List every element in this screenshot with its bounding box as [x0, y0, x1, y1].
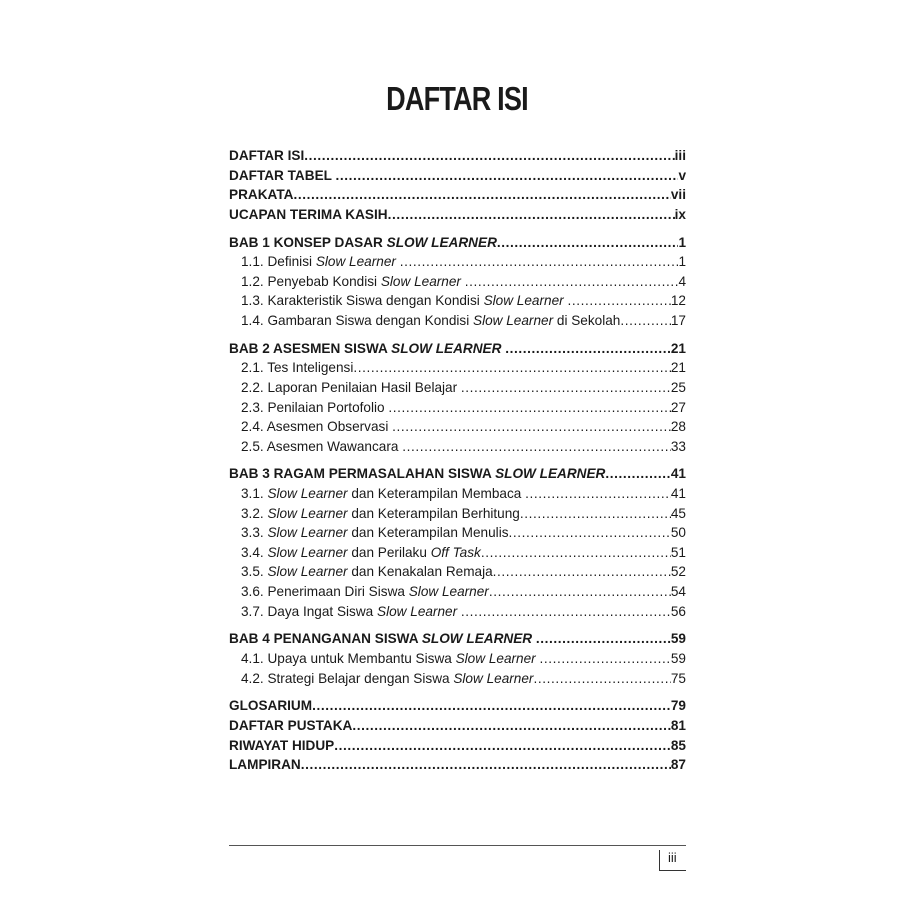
page-title: DAFTAR ISI — [386, 80, 528, 117]
toc-dot-leader — [400, 254, 679, 269]
toc-entry-title-part: 3.2. — [241, 505, 268, 521]
toc-entry-title — [241, 604, 461, 619]
toc-page-number: 27 — [670, 399, 686, 415]
toc-dot-leader — [481, 545, 671, 560]
toc-entry-title — [229, 235, 497, 250]
toc-entry-title-part: dan Keterampilan Berhitung — [347, 505, 520, 521]
toc-dot-leader — [539, 651, 670, 666]
toc-page-number: 45 — [670, 505, 686, 521]
toc-dot-leader — [461, 604, 671, 619]
toc-dot-leader — [536, 631, 671, 646]
toc-subsection-entry — [229, 545, 686, 565]
toc-entry-title-part: dan Kenakalan Remaja — [347, 564, 493, 580]
toc-dot-leader — [402, 439, 671, 454]
toc-entry-title — [241, 400, 388, 415]
toc-entry-title-part: DAFTAR ISI — [229, 148, 305, 163]
toc-entry-title — [229, 168, 335, 183]
toc-entry-title-part: BAB 3 RAGAM PERMASALAHAN SISWA — [229, 466, 496, 482]
toc-entry-title-part: RIWAYAT HIDUP — [229, 737, 335, 753]
toc-entry-title — [229, 757, 301, 772]
toc-entry-title — [241, 486, 525, 501]
toc-subsection-entry — [229, 564, 686, 584]
toc-subsection-entry — [229, 671, 686, 691]
toc-entry-title-part: SLOW LEARNER — [495, 466, 606, 482]
toc-entry-title-part: Slow Learner — [453, 670, 534, 686]
toc-entry-title-part: DAFTAR TABEL — [229, 167, 336, 183]
toc-dot-leader — [334, 738, 671, 753]
toc-subsection-entry — [229, 274, 686, 294]
toc-entry-title — [241, 564, 493, 579]
toc-page-number: 79 — [670, 698, 686, 714]
toc-page-number: 56 — [670, 603, 686, 619]
toc-entry-title-part: SLOW LEARNER — [391, 340, 502, 356]
toc-page-number: 81 — [670, 717, 686, 733]
toc-subsection-entry — [229, 254, 686, 274]
footer-rule — [229, 845, 686, 846]
toc-subsection-entry — [229, 506, 686, 526]
toc-page-number: 33 — [670, 438, 686, 454]
toc-page-number: 17 — [670, 312, 686, 328]
toc-entry-title-part: Off Task — [430, 544, 481, 560]
toc-chapter-entry — [229, 235, 686, 255]
toc-subsection-entry — [229, 380, 686, 400]
toc-entry-title — [229, 148, 304, 163]
toc-entry-title-part: 1.2. Penyebab Kondisi — [241, 273, 381, 289]
toc-entry-title — [241, 360, 353, 375]
toc-subsection-entry — [229, 525, 686, 545]
toc-page-number: ix — [674, 206, 686, 222]
toc-entry-title — [241, 545, 481, 560]
toc-dot-leader — [509, 525, 671, 540]
toc-page-number: 85 — [670, 737, 686, 753]
toc-page-number: iii — [674, 148, 686, 163]
toc-entry-title-part: dan Perilaku — [347, 544, 431, 560]
toc-entry-title — [241, 419, 392, 434]
toc-entry-title-part: Slow Learner — [408, 584, 489, 600]
toc-entry-title — [241, 293, 567, 308]
toc-entry-title — [241, 313, 620, 328]
toc-chapter-entry — [229, 341, 686, 361]
toc-subsection-entry — [229, 486, 686, 506]
toc-dot-leader — [392, 419, 671, 434]
toc-entry-title — [241, 584, 489, 599]
toc-entry-title — [241, 651, 539, 666]
toc-entry-title — [229, 718, 352, 733]
toc-subsection-entry — [229, 651, 686, 671]
toc-dot-leader — [388, 207, 675, 222]
toc-entry-title-part: 3.3. — [241, 525, 268, 541]
toc-page-number: 25 — [670, 379, 686, 395]
toc-entry-title-part: dan Keterampilan Membaca — [347, 486, 526, 502]
toc-page-number: 59 — [670, 631, 686, 647]
toc-dot-leader — [335, 168, 678, 183]
toc-entry-title-part: 1.1. Definisi — [241, 254, 316, 270]
toc-chapter-entry — [229, 698, 686, 718]
toc-dot-leader — [352, 718, 671, 733]
toc-dot-leader — [525, 486, 671, 501]
toc-chapter-entry — [229, 466, 686, 486]
toc-entry-title — [229, 631, 536, 646]
toc-chapter-entry — [229, 148, 686, 168]
toc-subsection-entry — [229, 419, 686, 439]
toc-dot-leader — [293, 187, 670, 202]
toc-page-number: 21 — [670, 360, 686, 376]
toc-page-number: 1 — [678, 254, 686, 270]
toc-dot-leader — [388, 400, 671, 415]
toc-subsection-entry — [229, 439, 686, 459]
toc-entry-title-part: dan Keterampilan Menulis — [347, 525, 509, 541]
toc-entry-title-part: 4.2. Strategi Belajar dengan Siswa — [241, 670, 454, 686]
toc-entry-title — [241, 671, 533, 686]
toc-entry-title — [241, 254, 400, 269]
toc-entry-title — [241, 506, 520, 521]
toc-entry-title-part: Slow Learner — [473, 312, 554, 328]
toc-dot-leader — [567, 293, 670, 308]
toc-entry-title-part: Slow Learner — [267, 525, 348, 541]
toc-chapter-entry — [229, 718, 686, 738]
toc-chapter-entry — [229, 757, 686, 777]
toc-chapter-entry — [229, 631, 686, 651]
toc-entry-title — [241, 380, 461, 395]
toc-entry-title — [241, 439, 402, 454]
toc-entry-title-part: Slow Learner — [315, 254, 396, 270]
toc-entry-title — [229, 341, 505, 356]
toc-page-number: 51 — [670, 544, 686, 560]
toc-entry-title-part: BAB 4 PENANGANAN SISWA — [229, 631, 422, 647]
toc-entry-title-part: Slow Learner — [267, 564, 348, 580]
toc-dot-leader — [520, 506, 671, 521]
toc-entry-title-part: Slow Learner — [267, 505, 348, 521]
toc-entry-title-part: 1.3. Karakteristik Siswa dengan Kondisi — [241, 293, 484, 309]
toc-page-number: 28 — [670, 419, 686, 435]
toc-entry-title-part: 3.5. — [241, 564, 268, 580]
toc-entry-title-part: 2.1. Tes Inteligensi — [241, 360, 354, 376]
toc-entry-title-part: Slow Learner — [483, 293, 564, 309]
toc-chapter-entry — [229, 207, 686, 227]
toc-page-number: 75 — [670, 670, 686, 686]
toc-entry-title — [229, 738, 334, 753]
toc-subsection-entry — [229, 604, 686, 624]
toc-entry-title-part: 3.7. Daya Ingat Siswa — [241, 603, 378, 619]
toc-entry-title-part: DAFTAR PUSTAKA — [229, 717, 353, 733]
toc-page-number: 59 — [670, 651, 686, 666]
toc-entry-title-part: Slow Learner — [377, 603, 458, 619]
table-of-contents — [229, 148, 686, 777]
toc-entry-title-part: Slow Learner — [267, 544, 348, 560]
toc-entry-title-part: Slow Learner — [455, 651, 536, 666]
toc-page-number: 12 — [670, 293, 686, 309]
toc-entry-title-part: di Sekolah — [553, 312, 621, 328]
toc-dot-leader — [505, 341, 671, 356]
toc-page-number: 4 — [678, 273, 686, 289]
toc-dot-leader — [353, 360, 671, 375]
toc-dot-leader — [304, 148, 674, 163]
toc-entry-title — [241, 525, 509, 540]
toc-page-number: 41 — [670, 466, 686, 482]
toc-entry-title-part: 2.5. Asesmen Wawancara — [241, 438, 403, 454]
toc-entry-title-part: GLOSARIUM — [229, 698, 313, 714]
toc-page-number: 87 — [670, 757, 686, 773]
toc-entry-title — [229, 466, 605, 481]
toc-subsection-entry — [229, 360, 686, 380]
toc-entry-title-part: 3.6. Penerimaan Diri Siswa — [241, 584, 409, 600]
footer-page-number: iii — [668, 850, 677, 865]
toc-entry-title-part: 1.4. Gambaran Siswa dengan Kondisi — [241, 312, 473, 328]
toc-subsection-entry — [229, 584, 686, 604]
toc-entry-title — [229, 698, 312, 713]
toc-entry-title-part: Slow Learner — [380, 273, 461, 289]
toc-entry-title — [229, 187, 293, 202]
toc-entry-title — [241, 274, 465, 289]
toc-dot-leader — [465, 274, 679, 289]
toc-entry-title-part: SLOW LEARNER — [386, 234, 497, 250]
toc-dot-leader — [620, 313, 671, 328]
toc-entry-title-part: 4.1. Upaya untuk Membantu Siswa — [241, 651, 456, 666]
toc-entry-title-part: 3.4. — [241, 544, 268, 560]
toc-dot-leader — [497, 235, 679, 250]
toc-entry-title-part: BAB 2 ASESMEN SISWA — [229, 340, 392, 356]
toc-entry-title-part: PRAKATA — [229, 187, 294, 203]
toc-entry-title-part: Slow Learner — [267, 486, 348, 502]
toc-page-number: 54 — [670, 584, 686, 600]
toc-subsection-entry — [229, 313, 686, 333]
toc-page-number: vii — [670, 187, 686, 203]
toc-subsection-entry — [229, 400, 686, 420]
toc-page-number: 1 — [678, 234, 686, 250]
toc-entry-title-part: SLOW LEARNER — [421, 631, 533, 647]
toc-entry-title-part: 2.2. Laporan Penilaian Hasil Belajar — [241, 379, 461, 395]
toc-dot-leader — [489, 584, 671, 599]
toc-dot-leader — [605, 466, 671, 481]
toc-dot-leader — [461, 380, 671, 395]
toc-entry-title-part: 3.1. — [241, 486, 268, 502]
toc-dot-leader — [533, 671, 670, 686]
toc-dot-leader — [301, 757, 671, 772]
toc-page-number: 21 — [670, 340, 686, 356]
toc-entry-title — [229, 207, 388, 222]
toc-entry-title-part: BAB 1 KONSEP DASAR — [229, 234, 387, 250]
toc-page-number: 50 — [670, 525, 686, 541]
toc-entry-title-part: 2.4. Asesmen Observasi — [241, 419, 393, 435]
toc-entry-title-part: LAMPIRAN — [229, 757, 301, 773]
toc-dot-leader — [312, 698, 671, 713]
toc-subsection-entry — [229, 293, 686, 313]
toc-chapter-entry — [229, 168, 686, 188]
toc-entry-title-part: UCAPAN TERIMA KASIH — [229, 206, 388, 222]
toc-chapter-entry — [229, 187, 686, 207]
toc-entry-title-part: 2.3. Penilaian Portofolio — [241, 399, 389, 415]
toc-dot-leader — [493, 564, 671, 579]
toc-page-number: 41 — [670, 486, 686, 502]
toc-chapter-entry — [229, 738, 686, 758]
toc-page-number: v — [678, 167, 686, 183]
toc-page-number: 52 — [670, 564, 686, 580]
